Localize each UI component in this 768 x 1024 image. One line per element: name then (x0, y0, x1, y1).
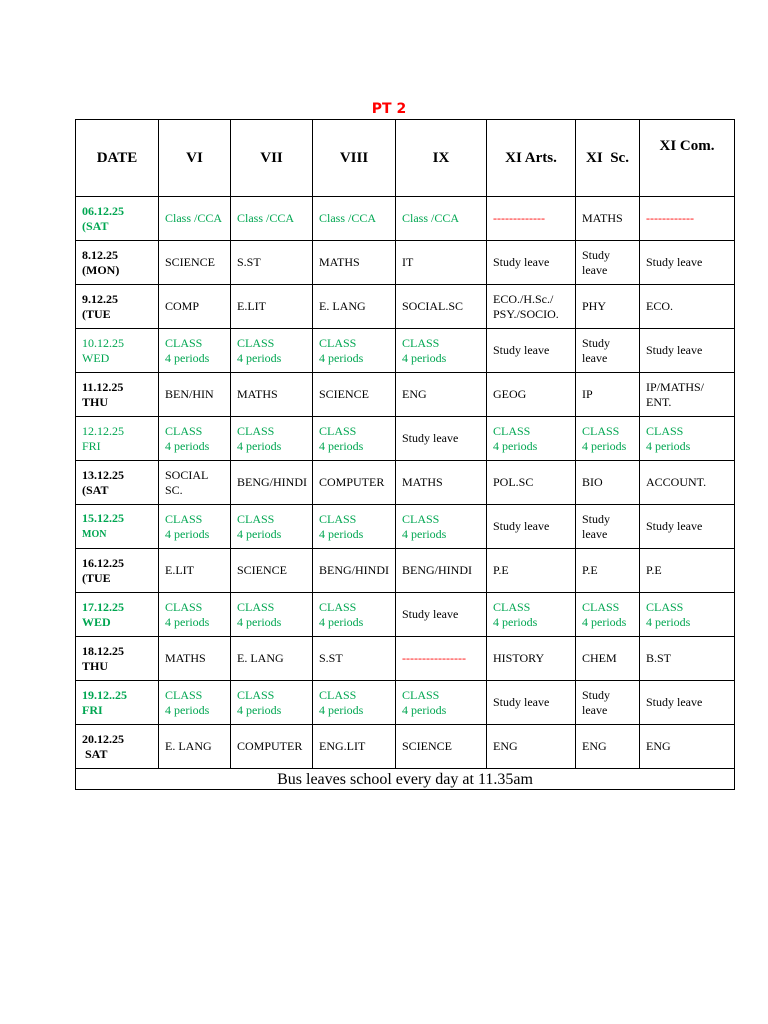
subject-cell (231, 549, 313, 593)
subject-cell (231, 417, 313, 461)
cell-text: MATHS (165, 651, 206, 665)
cell-text: Study leave (493, 343, 550, 357)
cell-text: CLASS (237, 599, 275, 614)
date-cell (76, 373, 159, 417)
cell-text: 4 periods (165, 526, 210, 541)
subject-cell (313, 681, 396, 725)
subject-cell (396, 373, 487, 417)
cell-text: Study leave (646, 343, 703, 357)
subject-cell (313, 549, 396, 593)
subject-cell (640, 373, 735, 417)
subject-cell (231, 725, 313, 769)
cell-text: 4 periods (319, 526, 364, 541)
cell-text: 4 periods (319, 702, 364, 717)
cell-text: P.E (493, 563, 509, 577)
subject-cell (396, 593, 487, 637)
cell-text: E. LANG (319, 299, 366, 313)
cell-text: IP (582, 387, 593, 401)
cell-text: CLASS (646, 423, 684, 438)
cell-text: Class /CCA (402, 211, 460, 225)
cell-text: Study (582, 247, 611, 262)
subject-cell (576, 461, 640, 505)
cell-text: ENG.LIT (319, 739, 366, 753)
cell-text: S.ST (319, 651, 343, 665)
header-ix: IX (396, 120, 487, 197)
day-text: (SAT (82, 482, 109, 497)
subject-cell (576, 285, 640, 329)
date-text: 20.12.25 (82, 731, 124, 746)
cell-text: CLASS (319, 511, 357, 526)
subject-cell (313, 725, 396, 769)
subject-cell (231, 329, 313, 373)
cell-text: leave (582, 262, 608, 277)
subject-cell (231, 637, 313, 681)
cell-text: CLASS (319, 335, 357, 350)
subject-cell (487, 373, 576, 417)
day-text: WED (82, 614, 111, 629)
date-cell (76, 725, 159, 769)
cell-text: CLASS (165, 335, 203, 350)
cell-text: ECO. (646, 299, 673, 313)
date-cell (76, 329, 159, 373)
header-row (76, 120, 735, 197)
cell-text: CLASS (493, 599, 531, 614)
cell-text: 4 periods (493, 438, 538, 453)
cell-text: CLASS (165, 599, 203, 614)
cell-text: MATHS (237, 387, 278, 401)
subject-cell (396, 637, 487, 681)
cell-text: CLASS (319, 599, 357, 614)
subject-cell (231, 593, 313, 637)
cell-text: CLASS (582, 423, 620, 438)
cell-text: 4 periods (582, 614, 627, 629)
cell-text: SCIENCE (319, 387, 370, 401)
cell-text: CLASS (319, 423, 357, 438)
cell-text: 4 periods (402, 526, 447, 541)
cell-text: 4 periods (582, 438, 627, 453)
cell-text: 4 periods (237, 438, 282, 453)
cell-text: SC. (165, 482, 183, 497)
cell-text: Class /CCA (237, 211, 295, 225)
date-cell (76, 593, 159, 637)
schedule-row (76, 329, 735, 373)
cell-text: IP/MATHS/ (646, 379, 705, 394)
subject-cell (231, 505, 313, 549)
subject-cell (159, 549, 231, 593)
cell-text: 4 periods (165, 702, 210, 717)
cell-text: 4 periods (237, 350, 282, 365)
subject-cell (313, 241, 396, 285)
cell-text: 4 periods (319, 438, 364, 453)
subject-cell (487, 549, 576, 593)
day-text: THU (82, 658, 109, 673)
cell-text: Study leave (402, 431, 459, 445)
cell-text: S.ST (237, 255, 261, 269)
day-text: FRI (82, 438, 101, 453)
document-title: PT 2 (371, 101, 407, 117)
subject-cell (313, 197, 396, 241)
day-text: FRI (82, 702, 103, 717)
subject-cell (640, 329, 735, 373)
subject-cell (576, 197, 640, 241)
cell-text: CLASS (237, 687, 275, 702)
subject-cell (487, 725, 576, 769)
date-text: 9.12.25 (82, 291, 118, 306)
cell-text: HISTORY (493, 651, 545, 665)
cell-text: CLASS (165, 687, 203, 702)
cell-text: MATHS (402, 475, 443, 489)
day-text: THU (82, 394, 109, 409)
footer-row (76, 769, 735, 790)
date-text: 06.12.25 (82, 203, 124, 218)
subject-cell (640, 637, 735, 681)
subject-cell (396, 197, 487, 241)
subject-cell (487, 329, 576, 373)
cell-text: BEN/HIN (165, 387, 214, 401)
cell-text: leave (582, 702, 608, 717)
schedule-row (76, 549, 735, 593)
subject-cell (487, 461, 576, 505)
day-text: (TUE (82, 570, 111, 585)
cell-text: leave (582, 526, 608, 541)
cell-text: BIO (582, 475, 603, 489)
subject-cell (159, 285, 231, 329)
date-text: 11.12.25 (82, 379, 124, 394)
subject-cell (231, 681, 313, 725)
subject-cell (487, 637, 576, 681)
subject-cell (313, 329, 396, 373)
subject-cell (396, 285, 487, 329)
subject-cell (640, 549, 735, 593)
cell-text: 4 periods (165, 350, 210, 365)
cell-text: CLASS (237, 511, 275, 526)
header-vii: VII (231, 120, 313, 197)
date-text: 10.12.25 (82, 335, 124, 350)
cell-text: P.E (582, 563, 598, 577)
cell-text: ------------ (646, 211, 694, 225)
cell-text: 4 periods (646, 438, 691, 453)
subject-cell (159, 725, 231, 769)
day-text: SAT (82, 746, 108, 761)
subject-cell (576, 241, 640, 285)
subject-cell (159, 461, 231, 505)
subject-cell (313, 285, 396, 329)
cell-text: ACCOUNT. (646, 475, 707, 489)
cell-text: CLASS (319, 687, 357, 702)
subject-cell (640, 593, 735, 637)
cell-text: 4 periods (646, 614, 691, 629)
exam-schedule-table (75, 119, 735, 790)
cell-text: Study (582, 511, 611, 526)
date-text: 18.12.25 (82, 643, 124, 658)
cell-text: CHEM (582, 651, 617, 665)
cell-text: E. LANG (165, 739, 212, 753)
cell-text: E.LIT (165, 563, 194, 577)
subject-cell (159, 197, 231, 241)
cell-text: leave (582, 350, 608, 365)
cell-text: SCIENCE (402, 739, 453, 753)
cell-text: Study leave (493, 519, 550, 533)
schedule-row (76, 505, 735, 549)
schedule-row (76, 373, 735, 417)
cell-text: E. LANG (237, 651, 284, 665)
subject-cell (396, 505, 487, 549)
day-text: (TUE (82, 306, 111, 321)
cell-text: CLASS (237, 423, 275, 438)
subject-cell (396, 549, 487, 593)
subject-cell (396, 681, 487, 725)
day-text: MON (82, 529, 107, 540)
schedule-row (76, 197, 735, 241)
bus-notice: Bus leaves school every day at 11.35am (76, 769, 735, 790)
cell-text: ENG (646, 739, 671, 753)
cell-text: Class /CCA (165, 211, 223, 225)
subject-cell (487, 417, 576, 461)
schedule-body (76, 197, 735, 769)
date-text: 15.12.25 (82, 511, 124, 525)
cell-text: Study (582, 335, 611, 350)
header-xi-com: XI Com. (640, 120, 735, 197)
cell-text: 4 periods (237, 614, 282, 629)
cell-text: Study leave (646, 519, 703, 533)
subject-cell (231, 197, 313, 241)
subject-cell (396, 329, 487, 373)
cell-text: Study leave (646, 255, 703, 269)
subject-cell (640, 417, 735, 461)
cell-text: ------------- (493, 211, 545, 225)
subject-cell (231, 373, 313, 417)
date-cell (76, 637, 159, 681)
subject-cell (313, 461, 396, 505)
date-cell (76, 681, 159, 725)
date-cell (76, 197, 159, 241)
date-text: 12.12.25 (82, 423, 124, 438)
day-text: (MON) (82, 262, 120, 277)
cell-text: CLASS (402, 511, 440, 526)
cell-text: CLASS (165, 423, 203, 438)
subject-cell (159, 241, 231, 285)
subject-cell (159, 681, 231, 725)
subject-cell (640, 725, 735, 769)
cell-text: Study leave (493, 255, 550, 269)
cell-text: P.E (646, 563, 662, 577)
cell-text: BENG/HINDI (402, 563, 472, 577)
cell-text: Study leave (493, 695, 550, 709)
cell-text: PHY (582, 299, 607, 313)
subject-cell (576, 505, 640, 549)
date-text: 13.12.25 (82, 467, 124, 482)
date-text: 17.12.25 (82, 599, 124, 614)
date-cell (76, 505, 159, 549)
subject-cell (487, 241, 576, 285)
cell-text: PSY./SOCIO. (493, 306, 559, 321)
cell-text: CLASS (582, 599, 620, 614)
schedule-row (76, 241, 735, 285)
cell-text: ENG (402, 387, 427, 401)
cell-text: CLASS (237, 335, 275, 350)
day-text: WED (82, 350, 110, 365)
date-text: 19.12..25 (82, 687, 127, 702)
cell-text: ECO./H.Sc./ (493, 291, 554, 306)
cell-text: 4 periods (237, 702, 282, 717)
subject-cell (576, 373, 640, 417)
header-viii: VIII (313, 120, 396, 197)
subject-cell (396, 461, 487, 505)
subject-cell (640, 505, 735, 549)
day-text: (SAT (82, 218, 109, 233)
cell-text: 4 periods (165, 438, 210, 453)
cell-text: 4 periods (402, 702, 447, 717)
cell-text: MATHS (582, 211, 623, 225)
subject-cell (313, 637, 396, 681)
subject-cell (640, 197, 735, 241)
date-cell (76, 241, 159, 285)
header-vi: VI (159, 120, 231, 197)
schedule-row (76, 417, 735, 461)
cell-text: GEOG (493, 387, 527, 401)
cell-text: MATHS (319, 255, 360, 269)
subject-cell (313, 593, 396, 637)
cell-text: ENG (493, 739, 518, 753)
cell-text: Study leave (646, 695, 703, 709)
subject-cell (159, 637, 231, 681)
subject-cell (576, 593, 640, 637)
date-text: 16.12.25 (82, 555, 124, 570)
subject-cell (576, 329, 640, 373)
cell-text: BENG/HINDI (237, 475, 307, 489)
subject-cell (576, 725, 640, 769)
subject-cell (640, 461, 735, 505)
subject-cell (396, 725, 487, 769)
subject-cell (159, 329, 231, 373)
header-xi-arts: XI Arts. (487, 120, 576, 197)
schedule-row (76, 681, 735, 725)
cell-text: 4 periods (237, 526, 282, 541)
subject-cell (640, 241, 735, 285)
subject-cell (313, 505, 396, 549)
cell-text: 4 periods (319, 614, 364, 629)
cell-text: ENG (582, 739, 607, 753)
cell-text: Study (582, 687, 611, 702)
cell-text: SOCIAL.SC (402, 299, 464, 313)
cell-text: 4 periods (165, 614, 210, 629)
cell-text: ---------------- (402, 651, 466, 665)
cell-text: COMPUTER (237, 739, 303, 753)
header-xi-sc: XI Sc. (576, 120, 640, 197)
cell-text: ENT. (646, 394, 672, 409)
cell-text: 4 periods (402, 350, 447, 365)
cell-text: IT (402, 255, 414, 269)
subject-cell (231, 461, 313, 505)
subject-cell (231, 285, 313, 329)
cell-text: SCIENCE (165, 255, 216, 269)
schedule-row (76, 285, 735, 329)
subject-cell (576, 637, 640, 681)
cell-text: 4 periods (319, 350, 364, 365)
subject-cell (159, 505, 231, 549)
subject-cell (487, 285, 576, 329)
subject-cell (487, 593, 576, 637)
cell-text: SOCIAL (165, 467, 209, 482)
subject-cell (640, 681, 735, 725)
subject-cell (159, 593, 231, 637)
date-text: 8.12.25 (82, 247, 118, 262)
cell-text: POL.SC (493, 475, 534, 489)
cell-text: Study leave (402, 607, 459, 621)
cell-text: COMP (165, 299, 200, 313)
date-cell (76, 285, 159, 329)
cell-text: SCIENCE (237, 563, 288, 577)
date-cell (76, 461, 159, 505)
cell-text: CLASS (646, 599, 684, 614)
subject-cell (487, 505, 576, 549)
cell-text: COMPUTER (319, 475, 385, 489)
subject-cell (640, 285, 735, 329)
cell-text: CLASS (493, 423, 531, 438)
subject-cell (396, 417, 487, 461)
subject-cell (159, 417, 231, 461)
subject-cell (487, 197, 576, 241)
cell-text: CLASS (402, 687, 440, 702)
cell-text: CLASS (402, 335, 440, 350)
schedule-row (76, 461, 735, 505)
subject-cell (159, 373, 231, 417)
cell-text: Class /CCA (319, 211, 377, 225)
subject-cell (576, 549, 640, 593)
header-date: DATE (76, 120, 159, 197)
date-cell (76, 417, 159, 461)
date-cell (76, 549, 159, 593)
subject-cell (576, 417, 640, 461)
schedule-row (76, 637, 735, 681)
subject-cell (576, 681, 640, 725)
cell-text: 4 periods (493, 614, 538, 629)
subject-cell (487, 681, 576, 725)
subject-cell (396, 241, 487, 285)
subject-cell (231, 241, 313, 285)
schedule-row (76, 725, 735, 769)
cell-text: CLASS (165, 511, 203, 526)
schedule-row (76, 593, 735, 637)
subject-cell (313, 373, 396, 417)
cell-text: B.ST (646, 651, 672, 665)
cell-text: BENG/HINDI (319, 563, 389, 577)
cell-text: E.LIT (237, 299, 266, 313)
subject-cell (313, 417, 396, 461)
